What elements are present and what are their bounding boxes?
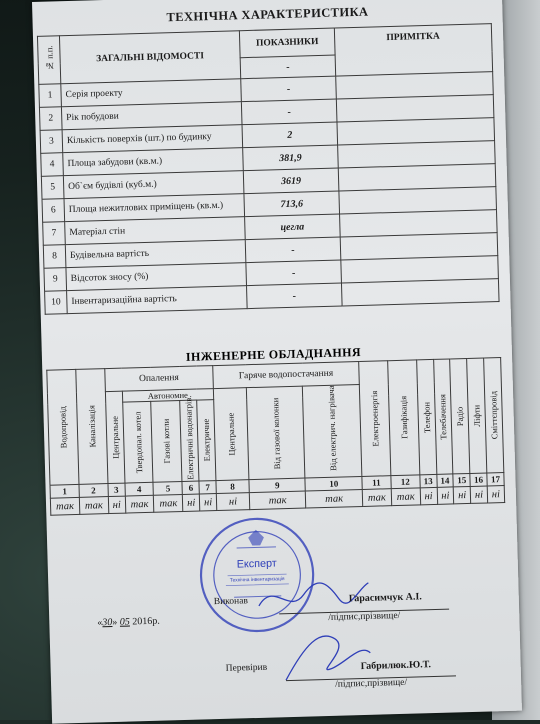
value-header-dash: - bbox=[240, 55, 336, 79]
row-label: Відсоток зносу (%) bbox=[66, 263, 247, 291]
row-value: 381,9 bbox=[243, 145, 339, 171]
column-value: так bbox=[306, 489, 363, 508]
row-label: Будівельна вартість bbox=[65, 240, 246, 268]
checker-signature bbox=[275, 623, 377, 686]
column-value: так bbox=[125, 495, 154, 513]
eng-col-12: Газифікація bbox=[387, 360, 419, 476]
hot-water-group-header: Гаряче водопостачання bbox=[213, 362, 360, 389]
column-value: так bbox=[79, 497, 108, 515]
row-label: Рік побудови bbox=[61, 102, 242, 130]
eng-col-11: Електроенергія bbox=[359, 361, 391, 477]
autonomous-group-header: Автономне bbox=[122, 389, 214, 403]
eng-col-16: Ліфти bbox=[467, 358, 487, 473]
eng-col-3: Центральне bbox=[105, 391, 124, 483]
checker-caption: /підпис,прізвище/ bbox=[286, 675, 456, 691]
column-number: 15 bbox=[453, 473, 470, 486]
row-value: цегла bbox=[245, 214, 341, 240]
engineering-title: ІНЖЕНЕРНЕ ОБЛАДНАННЯ bbox=[185, 344, 362, 364]
eng-col-8: Центральне bbox=[213, 388, 248, 481]
row-label: Інвентаризаційна вартість bbox=[67, 286, 248, 314]
checker-label: Перевірив bbox=[225, 662, 268, 674]
column-value: так bbox=[362, 489, 391, 507]
row-note bbox=[341, 279, 499, 306]
row-number: 9 bbox=[44, 268, 67, 292]
document-title: ТЕХНІЧНА ХАРАКТЕРИСТИКА bbox=[166, 4, 369, 25]
column-value: ні bbox=[487, 486, 504, 503]
eng-col-7: Електричне bbox=[197, 400, 216, 481]
column-value: ні bbox=[199, 494, 216, 511]
col-number-header: № п.п. bbox=[37, 36, 60, 85]
row-number: 7 bbox=[43, 222, 66, 246]
column-number: 14 bbox=[436, 474, 453, 487]
heating-group-header: Опалення bbox=[105, 366, 214, 392]
engineering-table bbox=[46, 357, 505, 516]
row-value: 713,6 bbox=[244, 191, 340, 217]
eng-col-14: Телебачення bbox=[433, 359, 453, 474]
column-value: ні bbox=[183, 494, 200, 511]
column-number: 11 bbox=[362, 476, 391, 490]
column-value: так bbox=[50, 497, 79, 515]
col-general-header: ЗАГАЛЬНІ ВІДОМОСТІ bbox=[59, 31, 240, 84]
column-value: так bbox=[154, 494, 183, 512]
column-number: 12 bbox=[391, 475, 420, 489]
col-value-header: ПОКАЗНИКИ bbox=[239, 28, 335, 58]
executor-label: Виконав bbox=[213, 596, 249, 608]
eng-col-4: Твердопал. котел bbox=[122, 401, 153, 483]
column-value: ні bbox=[437, 487, 454, 504]
row-number: 6 bbox=[42, 199, 65, 223]
executor-caption: /підпис,прізвище/ bbox=[279, 609, 449, 625]
row-number: 4 bbox=[41, 153, 64, 177]
column-number: 16 bbox=[470, 473, 487, 486]
column-value: так bbox=[391, 488, 420, 506]
column-number: 8 bbox=[216, 480, 249, 494]
row-label: Площа забудови (кв.м.) bbox=[63, 148, 244, 176]
checker-name: Габрилюк.Ю.Т. bbox=[360, 659, 432, 673]
row-value: - bbox=[241, 99, 337, 125]
row-label: Об`єм будівлі (куб.м.) bbox=[63, 171, 244, 199]
column-value: ні bbox=[470, 486, 487, 503]
column-number: 2 bbox=[79, 484, 108, 498]
svg-text:Експерт: Експерт bbox=[236, 557, 277, 571]
column-value: ні bbox=[216, 493, 249, 511]
column-number: 1 bbox=[50, 484, 79, 498]
column-value: так bbox=[249, 491, 306, 510]
row-number: 10 bbox=[45, 291, 68, 315]
column-number: 5 bbox=[153, 481, 182, 495]
row-label: Площа нежитлових приміщень (кв.м.) bbox=[64, 194, 245, 222]
row-number: 1 bbox=[39, 84, 62, 108]
row-label: Матеріал стін bbox=[65, 217, 246, 245]
column-value: ні bbox=[108, 496, 125, 513]
column-number: 4 bbox=[125, 482, 154, 496]
row-value: - bbox=[245, 237, 341, 263]
eng-col-17: Сміттєпровід bbox=[484, 358, 504, 473]
row-number: 2 bbox=[39, 107, 62, 131]
column-value: ні bbox=[454, 486, 471, 503]
row-value: 2 bbox=[242, 122, 338, 148]
row-label: Кількість поверхів (шт.) по будинку bbox=[62, 125, 243, 153]
general-info-table bbox=[37, 23, 500, 315]
row-label: Серія проекту bbox=[61, 79, 242, 107]
eng-col-6: Електричні водонагрів. bbox=[180, 400, 199, 481]
eng-col-5: Газові котли bbox=[151, 401, 182, 483]
column-number: 10 bbox=[305, 476, 362, 491]
row-number: 3 bbox=[40, 130, 63, 154]
eng-col-10: Від електрич. нагрівача bbox=[303, 385, 362, 479]
document-page bbox=[32, 0, 522, 724]
column-value: ні bbox=[420, 487, 437, 504]
eng-col-2: Каналізація bbox=[76, 369, 108, 485]
eng-col-9: Від газової колонки bbox=[246, 386, 305, 480]
row-number: 5 bbox=[41, 176, 64, 200]
date-line: «30» 05 2016р. bbox=[97, 615, 160, 629]
column-number: 13 bbox=[420, 474, 437, 487]
row-value: - bbox=[241, 76, 337, 102]
column-number: 6 bbox=[182, 481, 199, 494]
row-number: 8 bbox=[43, 245, 66, 269]
executor-name: Гарасимчук А.І. bbox=[348, 591, 422, 605]
column-number: 3 bbox=[108, 483, 125, 496]
eng-col-15: Радіо bbox=[450, 358, 470, 473]
column-number: 7 bbox=[199, 481, 216, 494]
eng-col-13: Телефон bbox=[416, 359, 436, 474]
row-value: 3619 bbox=[243, 168, 339, 194]
column-number: 17 bbox=[487, 473, 504, 486]
eng-col-1: Водопровід bbox=[47, 369, 79, 485]
row-value: - bbox=[247, 283, 343, 309]
column-number: 9 bbox=[249, 478, 306, 493]
svg-text:Технічна інвентаризація: Технічна інвентаризація bbox=[229, 577, 285, 584]
row-value: - bbox=[246, 260, 342, 286]
col-note-header: ПРИМІТКА bbox=[334, 24, 492, 76]
